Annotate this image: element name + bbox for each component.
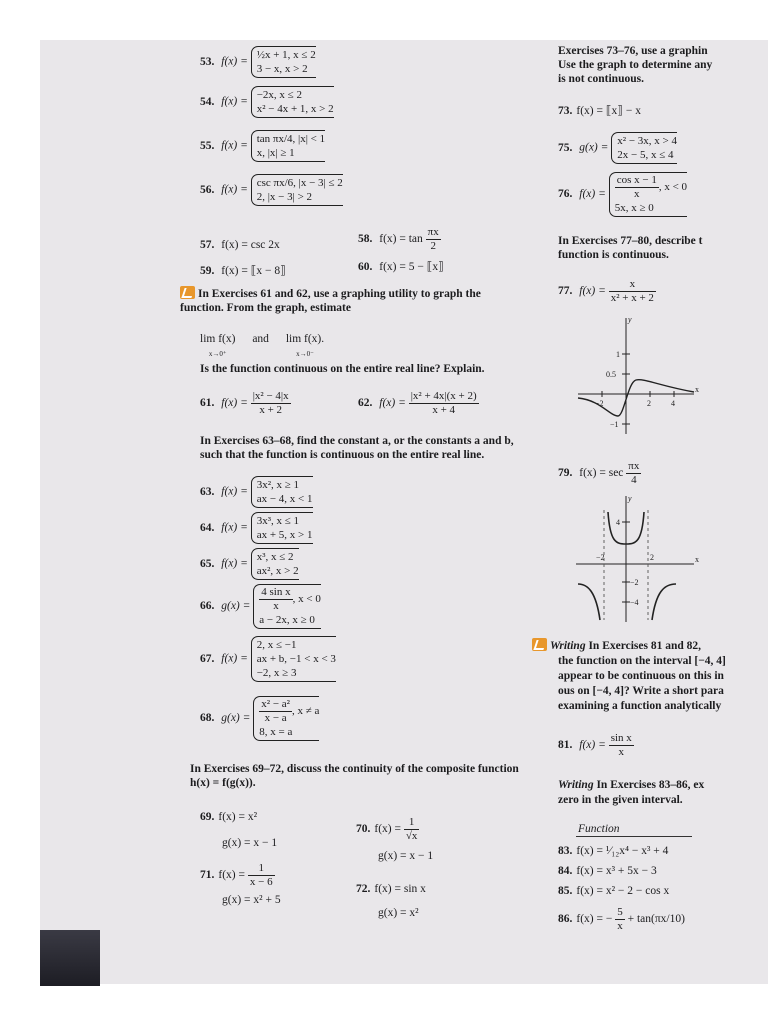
svg-text:4: 4: [671, 399, 675, 408]
instructions-63-68: In Exercises 63–68, find the constant a, or the constants a and b, such that the function is continuous on the entire real line.: [200, 435, 514, 461]
svg-text:2: 2: [650, 553, 654, 562]
exercise-81: 81. f(x) = $\frac{\text{sin x}}{x}$: [558, 732, 632, 758]
svg-text:−2: −2: [596, 553, 605, 562]
exercise-66: 66. g(x) = $\frac{\text{4 sin x}}{x}$ , x < 0 a − 2x, x ≥ 0: [200, 584, 321, 629]
svg-text:y: y: [628, 315, 632, 324]
exercise-67: 67. f(x) = 2, x ≤ −1 ax + b, −1 < x < 3 −2, x ≥ 3: [200, 636, 336, 682]
fraction: $\frac{\text{|x² + 4x|(x + 2)}}{x + 4}$: [410, 390, 477, 416]
exercise-71: 71. f(x) = $\frac{1}{x - 6}$ g(x) = x² + 5: [200, 862, 281, 906]
exercise-69: 69. f(x) = x² g(x) = x − 1: [200, 811, 278, 849]
exercise-53: 53. f(x) = ½x + 1, x ≤ 2 3 − x, x > 2: [200, 46, 316, 78]
exercise-58: 58. f(x) = tan $\frac{\pi x}{2}$: [358, 226, 439, 252]
exercise-73: 73. f(x) = ⟦x⟧ − x: [558, 105, 641, 117]
exercise-65: 65. f(x) = x³, x ≤ 2 ax², x > 2: [200, 548, 299, 580]
svg-text:−2: −2: [595, 399, 604, 408]
graph-exercise-79: [570, 492, 700, 626]
fraction: $\frac{\pi x}{2}$: [427, 226, 439, 252]
writing-83-86: Writing In Exercises 83–86, ex zero in the given interval.: [558, 779, 705, 806]
exercise-77: 77. f(x) = $\frac{x}{\text{x² + x + 2}}$: [558, 278, 654, 304]
exercise-85: 85. f(x) = x² − 2 − cos x: [558, 885, 670, 897]
exercise-75: 75. g(x) = x² − 3x, x > 4 2x − 5, x ≤ 4: [558, 132, 677, 164]
writing-81-82: Writing In Exercises 81 and 82, the function on the interval [−4, 4] appear to be continuous on this in ous on [−4, 4]? Write a short para examining a function analytically: [532, 638, 726, 714]
svg-text:4: 4: [616, 518, 620, 527]
exercise-79: 79. f(x) = sec $\frac{\pi x}{4}$: [558, 460, 640, 486]
exercise-84: 84. f(x) = x³ + 5x − 3: [558, 865, 657, 877]
graph-exercise-77: [570, 312, 700, 438]
svg-text:x: x: [695, 385, 699, 394]
exercise-72: 72. f(x) = sin x g(x) = x²: [356, 883, 426, 919]
svg-text:y: y: [628, 494, 632, 503]
question-61-62: Is the function continuous on the entire real line? Explain.: [200, 363, 485, 375]
exercise-59: 59. f(x) = ⟦x − 8⟧: [200, 265, 286, 277]
instructions-77-80: In Exercises 77–80, describe t function is continuous.: [558, 235, 703, 261]
exercise-54: 54. f(x) = −2x, x ≤ 2 x² − 4x + 1, x > 2: [200, 86, 334, 118]
instructions-61-62: In Exercises 61 and 62, use a graphing utility to graph the function. From the graph, estimate: [180, 288, 481, 314]
fraction: $\frac{\text{|x² − 4|x}}{x + 2}$: [252, 390, 289, 416]
exercise-62: 62. f(x) = $\frac{\text{|x² + 4x|(x + 2)}}{x + 4}$: [358, 390, 477, 416]
exercise-56: 56. f(x) = csc πx/6, |x − 3| ≤ 2 2, |x − 3| > 2: [200, 174, 343, 206]
exercise-63: 63. f(x) = 3x², x ≥ 1 ax − 4, x < 1: [200, 476, 313, 508]
instructions-73-76: Exercises 73–76, use a graphin Use the graph to determine any is not continuous.: [558, 45, 713, 85]
exercise-64: 64. f(x) = 3x³, x ≤ 1 ax + 5, x > 1: [200, 512, 313, 544]
exercise-61: 61. f(x) = $\frac{\text{|x² − 4|x}}{x + 2}$: [200, 390, 289, 416]
limit-expressions: lim f(x) x→0⁺ and lim f(x). x→0⁻: [200, 333, 325, 358]
exercise-55: 55. f(x) = tan πx/4, |x| < 1 x, |x| ≥ 1: [200, 130, 325, 162]
svg-text:−4: −4: [630, 598, 639, 607]
function-column-header: Function: [578, 823, 620, 835]
svg-text:0.5: 0.5: [606, 370, 616, 379]
svg-text:−2: −2: [630, 578, 639, 587]
instructions-69-72: In Exercises 69–72, discuss the continuity of the composite function h(x) = f(g(x)).: [190, 763, 519, 789]
exercise-68: 68. g(x) = $\frac{\text{x² − a²}}{x - a}$ , x ≠ a 8, x = a: [200, 696, 319, 741]
piecewise-brace: −2x, x ≤ 2 x² − 4x + 1, x > 2: [251, 86, 334, 118]
svg-text:2: 2: [647, 399, 651, 408]
svg-text:x: x: [695, 555, 699, 564]
piecewise-brace: csc πx/6, |x − 3| ≤ 2 2, |x − 3| > 2: [251, 174, 343, 206]
textbook-page: [40, 40, 768, 984]
graphing-utility-icon: [532, 638, 547, 651]
book-binding: [40, 930, 100, 986]
exercise-number: 53.: [200, 55, 215, 68]
curve: [578, 380, 694, 416]
exercise-57: 57. f(x) = csc 2x: [200, 239, 280, 251]
piecewise-brace: ½x + 1, x ≤ 2 3 − x, x > 2: [251, 46, 316, 78]
exercise-83: 83. f(x) = ¹⁄₁₂x⁴ − x³ + 4: [558, 845, 669, 857]
svg-text:−1: −1: [610, 420, 619, 429]
curve-left: [578, 584, 600, 620]
header-rule: [576, 836, 692, 837]
svg-text:1: 1: [616, 350, 620, 359]
exercise-86: 86. f(x) = − $\frac{5}{x}$ + tan(πx/10): [558, 906, 685, 932]
exercise-70: 70. f(x) = $\frac{1}{√x}$ g(x) = x − 1: [356, 816, 434, 862]
exercise-76: 76. f(x) = $\frac{\text{cos x − 1}}{x}$ , x < 0 5x, x ≥ 0: [558, 172, 687, 217]
graphing-utility-icon: [180, 286, 195, 299]
curve-right: [652, 584, 676, 620]
exercise-60: 60. f(x) = 5 − ⟦x⟧: [358, 261, 444, 273]
piecewise-brace: tan πx/4, |x| < 1 x, |x| ≥ 1: [251, 130, 325, 162]
